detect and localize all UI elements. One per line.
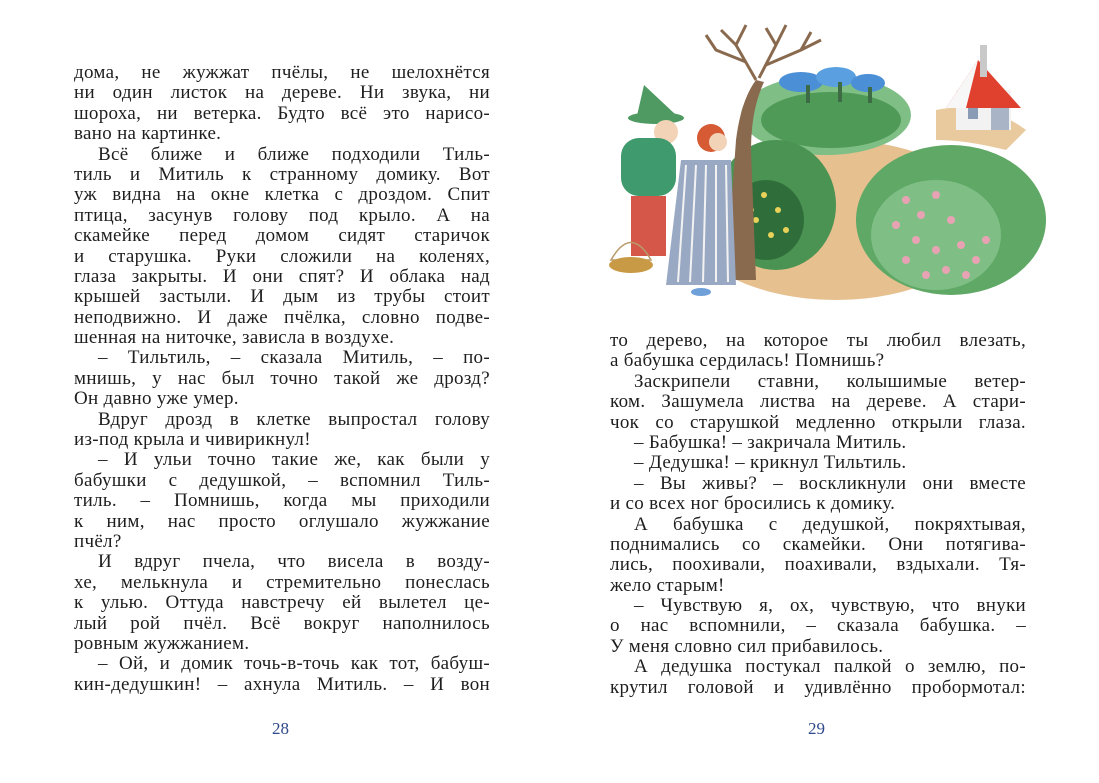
text-line: крышей застыли. И дым из трубы стоит xyxy=(74,286,490,308)
text-line: ком. Зашумела листва на дереве. А стари- xyxy=(610,391,1026,413)
text-line: и со всех ног бросились к домику. xyxy=(610,493,896,515)
text-line: пчёл? xyxy=(74,530,122,552)
text-line: неподвижно. И даже пчёлка, словно подве- xyxy=(74,306,490,328)
text-line: уж видна на окне клетка с дроздом. Спит xyxy=(74,184,490,206)
text-line: шороха, ни ветерка. Будто всё это нарисо- xyxy=(74,102,490,124)
watercolor-scene-image xyxy=(606,20,1046,300)
text-line: а бабушка сердилась! Помнишь? xyxy=(610,350,885,372)
left-page xyxy=(0,0,549,783)
text-line: – Вы живы? – воскликнули они вместе xyxy=(634,472,1026,494)
text-line: Вдруг дрозд в клетке выпростал голову xyxy=(98,408,490,430)
page-number-right: 29 xyxy=(808,719,825,738)
text-line: дома, не жужжат пчёлы, не шелохнётся xyxy=(74,62,490,83)
text-line: бабушки с дедушкой, – вспомнил Тиль- xyxy=(74,469,490,491)
text-line: лый рой пчёл. Всё вокруг наполнилось xyxy=(74,612,490,634)
text-line: из-под крыла и чивирикнул! xyxy=(74,429,311,451)
text-line: скамейке перед домом сидят старичок xyxy=(74,225,490,247)
text-line: – Дедушка! – крикнул Тильтиль. xyxy=(634,452,907,474)
text-line: к ним, нас просто оглушало жужжание xyxy=(74,510,490,532)
text-line: У меня словно сил прибавилось. xyxy=(610,635,884,657)
text-line: жело старым! xyxy=(610,574,725,596)
text-line: ни один листок на дереве. Ни звука, ни xyxy=(74,82,490,104)
text-line: птица, засунув голову под крыло. А на xyxy=(74,204,490,226)
text-line: тиль. – Помнишь, когда мы приходили xyxy=(74,490,490,512)
text-line: то дерево, на которое ты любил влезать, xyxy=(610,330,1026,351)
text-line: к улью. Оттуда навстречу ей вылетел це- xyxy=(74,592,490,614)
text-line: шенная на ниточке, зависла в воздухе. xyxy=(74,327,395,349)
text-line: о нас вспомнили, – сказала бабушка. – xyxy=(610,615,1026,637)
text-line: Он давно уже умер. xyxy=(74,388,239,410)
text-line: – Бабушка! – закричала Митиль. xyxy=(634,431,907,453)
text-line: – Тильтиль, – сказала Митиль, – по- xyxy=(98,347,490,369)
page-number-left: 28 xyxy=(272,719,289,738)
right-page-text xyxy=(610,331,1026,698)
text-line: лись, поохивали, поахивали, вздыхали. Тя- xyxy=(610,554,1026,576)
text-line: И вдруг пчела, что висела в возду- xyxy=(98,551,490,573)
text-line: вано на картинке. xyxy=(74,123,222,145)
right-page xyxy=(549,0,1099,783)
text-line: тиль и Митиль к странному домику. Вот xyxy=(74,163,490,185)
left-page-text xyxy=(74,63,490,695)
text-line: – Чувствую я, ох, чувствую, что внуки xyxy=(634,595,1026,617)
text-line: крутил головой и удивлённо пробормотал: xyxy=(610,676,1026,698)
text-line: мнишь, у нас был точно такой же дрозд? xyxy=(74,367,490,389)
text-line: кин-дедушкин! – ахнула Митиль. – И вон xyxy=(74,673,490,695)
text-line: – Ой, и домик точь-в-точь как тот, бабуш- xyxy=(98,653,490,675)
text-line: А бабушка с дедушкой, покряхтывая, xyxy=(634,513,1026,535)
text-line: Заскрипели ставни, колышимые ветер- xyxy=(634,370,1026,392)
text-line: – И ульи точно такие же, как были у xyxy=(98,449,490,471)
text-line: чок со старушкой медленно открыли глаза. xyxy=(610,411,1026,433)
text-line: глаза закрыты. И они спят? И облака над xyxy=(74,265,490,287)
text-line: Всё ближе и ближе подходили Тиль- xyxy=(98,143,490,165)
text-line: А дедушка постукал палкой о землю, по- xyxy=(634,656,1026,678)
story-illustration xyxy=(606,20,1046,300)
text-line: ровным жужжанием. xyxy=(74,632,250,654)
text-line: и старушка. Руки сложили на коленях, xyxy=(74,245,490,267)
text-line: хе, мелькнула и стремительно понеслась xyxy=(74,571,490,593)
text-line: поднимались со скамейки. Они потягива- xyxy=(610,533,1026,555)
